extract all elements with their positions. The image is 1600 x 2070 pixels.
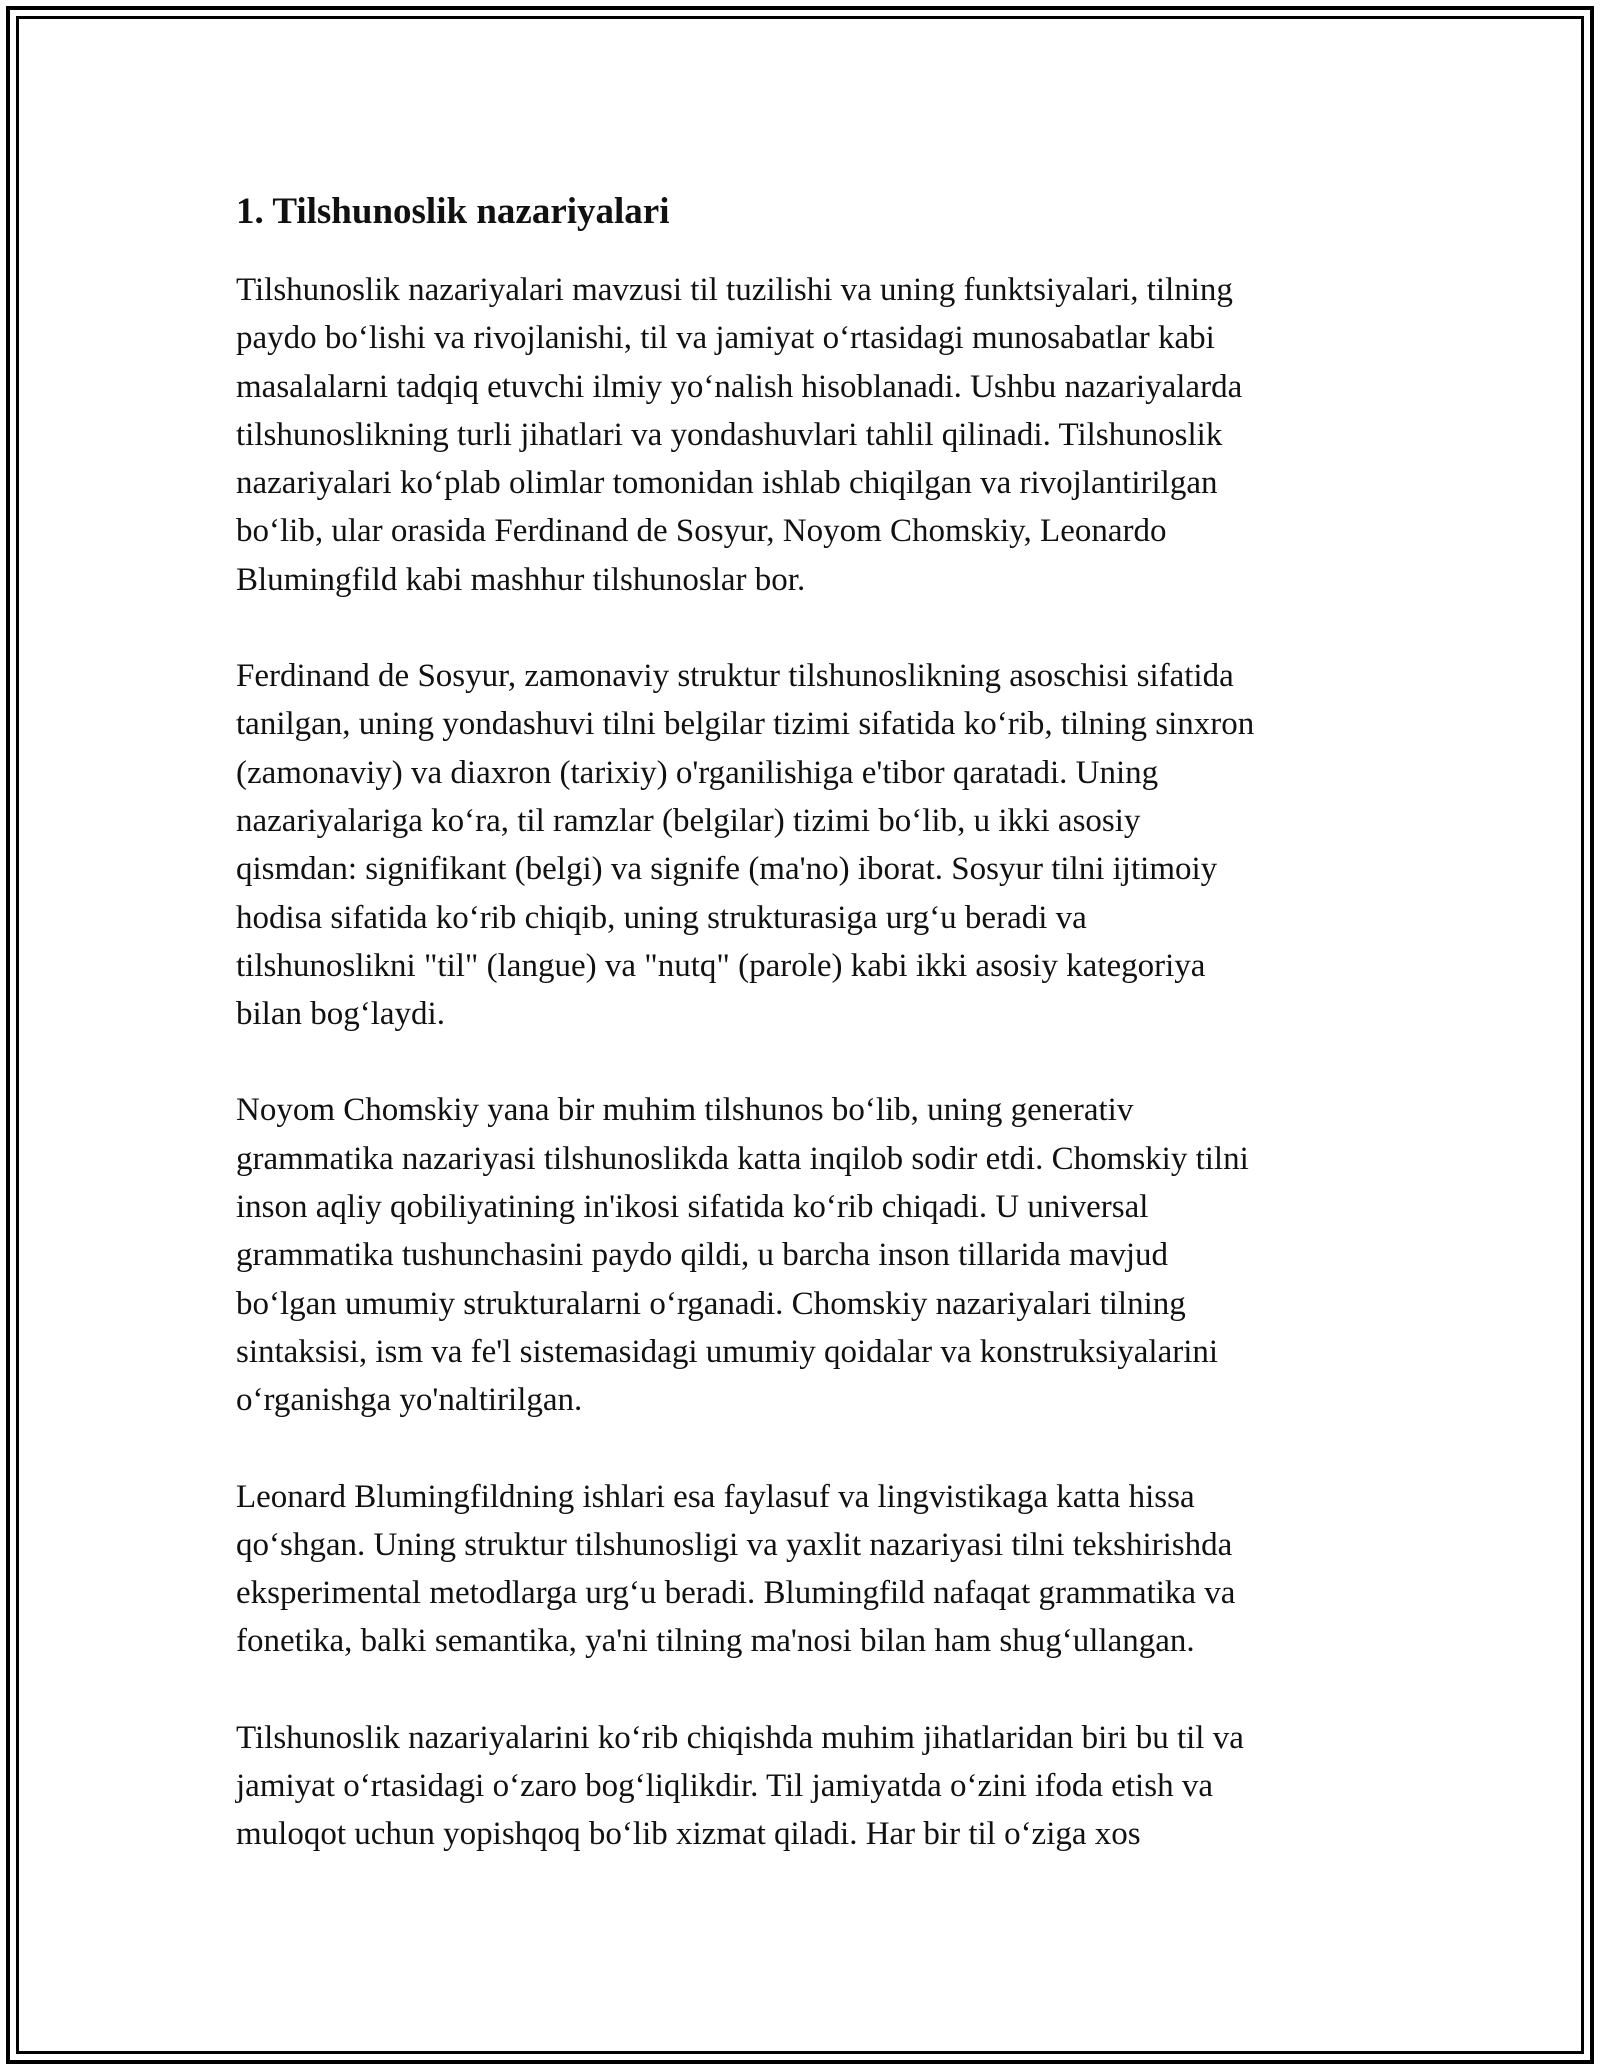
paragraph-line: Tilshunoslik nazariyalarini ko‘rib chiqishda muhim jihatlaridan biri bu til va (236, 1719, 1244, 1756)
paragraph-line: sintaksisi, ism va fe'l sistemasidagi umumiy qoidalar va konstruksiyalarini (236, 1333, 1219, 1370)
body-paragraph (236, 652, 1396, 1038)
paragraph-line: bilan bog‘laydi. (236, 996, 445, 1033)
paragraph-line: inson aqliy qobiliyatining in'ikosi sifatida ko‘rib chiqadi. U universal (236, 1189, 1149, 1226)
paragraph-line: eksperimental metodlarga urg‘u beradi. Blumingfild nafaqat grammatika va (236, 1575, 1236, 1612)
paragraph-line: qismdan: signifikant (belgi) va signife (ma'no) iborat. Sosyur tilni ijtimoiy (236, 851, 1218, 888)
paragraph-line: masalalarni tadqiq etuvchi ilmiy yo‘nalish hisoblanadi. Ushbu nazariyalarda (236, 368, 1243, 405)
paragraph-line: nazariyalariga ko‘ra, til ramzlar (belgilar) tizimi bo‘lib, u ikki asosiy (236, 802, 1141, 839)
document-body (236, 188, 1396, 1907)
paragraph-line: paydo bo‘lishi va rivojlanishi, til va jamiyat o‘rtasidagi munosabatlar kabi (236, 320, 1215, 357)
paragraph-line: tanilgan, uning yondashuvi tilni belgilar tizimi sifatida ko‘rib, tilning sinxron (236, 706, 1255, 743)
paragraph-line: (zamonaviy) va diaxron (tarixiy) o'rganilishiga e'tibor qaratadi. Uning (236, 754, 1159, 791)
body-paragraph (236, 266, 1396, 604)
paragraph-line: tilshunoslikning turli jihatlari va yondashuvlari tahlil qilinadi. Tilshunoslik (236, 416, 1223, 453)
paragraph-line: Blumingfild kabi mashhur tilshunoslar bor. (236, 561, 806, 598)
paragraph-line: muloqot uchun yopishqoq bo‘lib xizmat qiladi. Har bir til o‘ziga xos (236, 1816, 1141, 1853)
paragraph-line: qo‘shgan. Uning struktur tilshunosligi va yaxlit nazariyasi tilni tekshirishda (236, 1526, 1233, 1563)
paragraph-line: Ferdinand de Sosyur, zamonaviy struktur tilshunoslikning asoschisi sifatida (236, 658, 1234, 695)
paragraph-line: o‘rganishga yo'naltirilgan. (236, 1382, 583, 1419)
paragraph-line: bo‘lgan umumiy strukturalarni o‘rganadi. Chomskiy nazariyalari tilning (236, 1285, 1186, 1322)
paragraph-line: fonetika, balki semantika, ya'ni tilning ma'nosi bilan ham shug‘ullangan. (236, 1623, 1195, 1660)
paragraph-line: Noyom Chomskiy yana bir muhim tilshunos bo‘lib, uning generativ (236, 1092, 1134, 1129)
paragraph-line: bo‘lib, ular orasida Ferdinand de Sosyur, Noyom Chomskiy, Leonardo (236, 513, 1167, 550)
paragraph-line: nazariyalari ko‘plab olimlar tomonidan ishlab chiqilgan va rivojlantirilgan (236, 465, 1218, 502)
paragraph-line: hodisa sifatida ko‘rib chiqib, uning strukturasiga urg‘u beradi va (236, 899, 1087, 936)
body-paragraph (236, 1086, 1396, 1424)
paragraph-line: tilshunoslikni "til" (langue) va "nutq" (parole) kabi ikki asosiy kategoriya (236, 947, 1206, 984)
body-paragraph (236, 1473, 1396, 1666)
paragraph-line: grammatika nazariyasi tilshunoslikda katta inqilob sodir etdi. Chomskiy tilni (236, 1140, 1249, 1177)
paragraph-line: grammatika tushunchasini paydo qildi, u barcha inson tillarida mavjud (236, 1237, 1169, 1274)
paragraph-line: jamiyat o‘rtasidagi o‘zaro bog‘liqlikdir. Til jamiyatda o‘zini ifoda etish va (236, 1768, 1213, 1805)
section-heading: 1. Tilshunoslik nazariyalari (236, 191, 670, 232)
body-paragraph (236, 1714, 1396, 1859)
paragraph-list (236, 266, 1396, 1859)
paragraph-line: Tilshunoslik nazariyalari mavzusi til tuzilishi va uning funktsiyalari, tilning (236, 272, 1233, 308)
paragraph-line: Leonard Blumingfildning ishlari esa faylasuf va lingvistikaga katta hissa (236, 1478, 1195, 1515)
